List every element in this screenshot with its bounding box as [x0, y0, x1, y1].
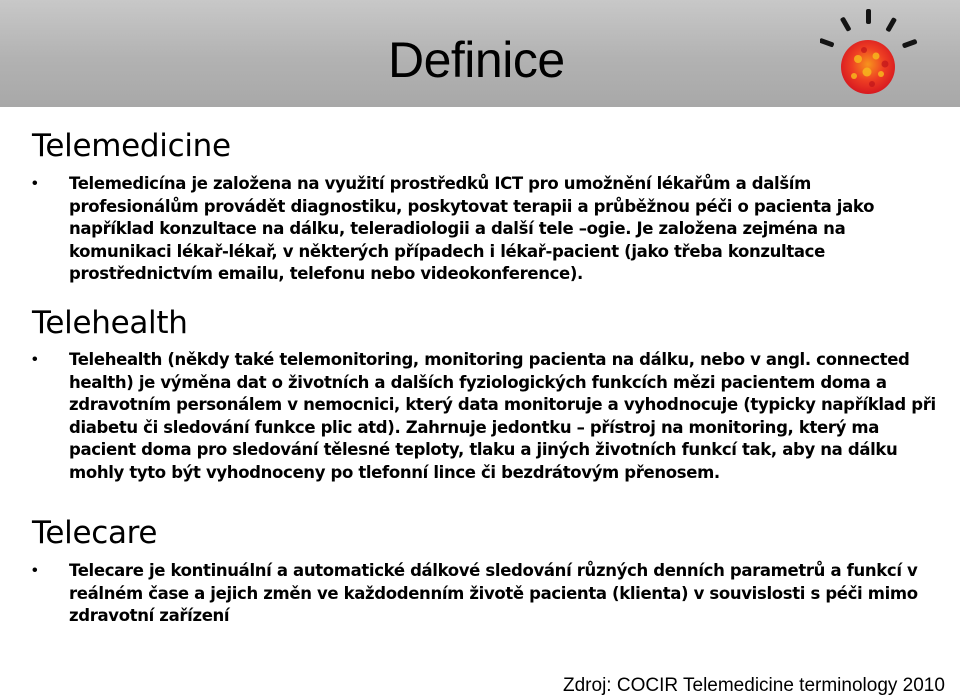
section-heading-telemedicine: Telemedicine — [32, 128, 231, 164]
section-heading-telecare: Telecare — [32, 515, 158, 551]
telemedicine-text: Telemedicína je založena na využití prostředků ICT pro umožnění lékařům a dalším profesionálům provádět diagnostiku, poskytovat terapii a průběžnou péči o pacienta jako například konzultace na dálku, teleradiologii a další tele –ogie. Je založena zejména na komunikaci lékař‐lékař, v některých případech i lékař‐pacient (jako třeba konzultace prostřednictvím emailu, telefonu nebo videokonference). — [69, 174, 875, 284]
bullet-icon: • — [32, 175, 38, 192]
slide-title: Definice — [388, 32, 565, 88]
bullet-icon: • — [32, 562, 38, 579]
telecare-text: Telecare je kontinuální a automatické dálkové sledování různých denních parametrů a funkcí v reálném čase a jejich změn ve každodenním životě pacienta (klienta) v souvislosti s péči mimo zdravotní zařízení — [69, 561, 918, 626]
asterisk-sun-logo-icon — [820, 4, 930, 110]
section-heading-telehealth: Telehealth — [32, 305, 188, 341]
telehealth-text: Telehealth (někdy také telemonitoring, monitoring pacienta na dálku, nebo v angl. connected health) je výměna dat o životních a dalších fyziologických funkcích mězi pacientem doma a zdravotním personálem v nemocnici, který data monitoruje a vyhodnocuje (typicky například při diabetu či sledování funkce plic atd). Zahrnuje jedontku – přístroj na monitoring, který ma pacient doma pro sledování tělesné teploty, tlaku a jiných životních funkcí tak, aby na dálku mohly tyto být vyhodnoceny po tlefonní lince či bezdrátovým přenosem. — [69, 350, 936, 482]
source-citation: Zdroj: COCIR Telemedicine terminology 2010 — [563, 675, 945, 696]
bullet-icon: • — [32, 351, 38, 368]
